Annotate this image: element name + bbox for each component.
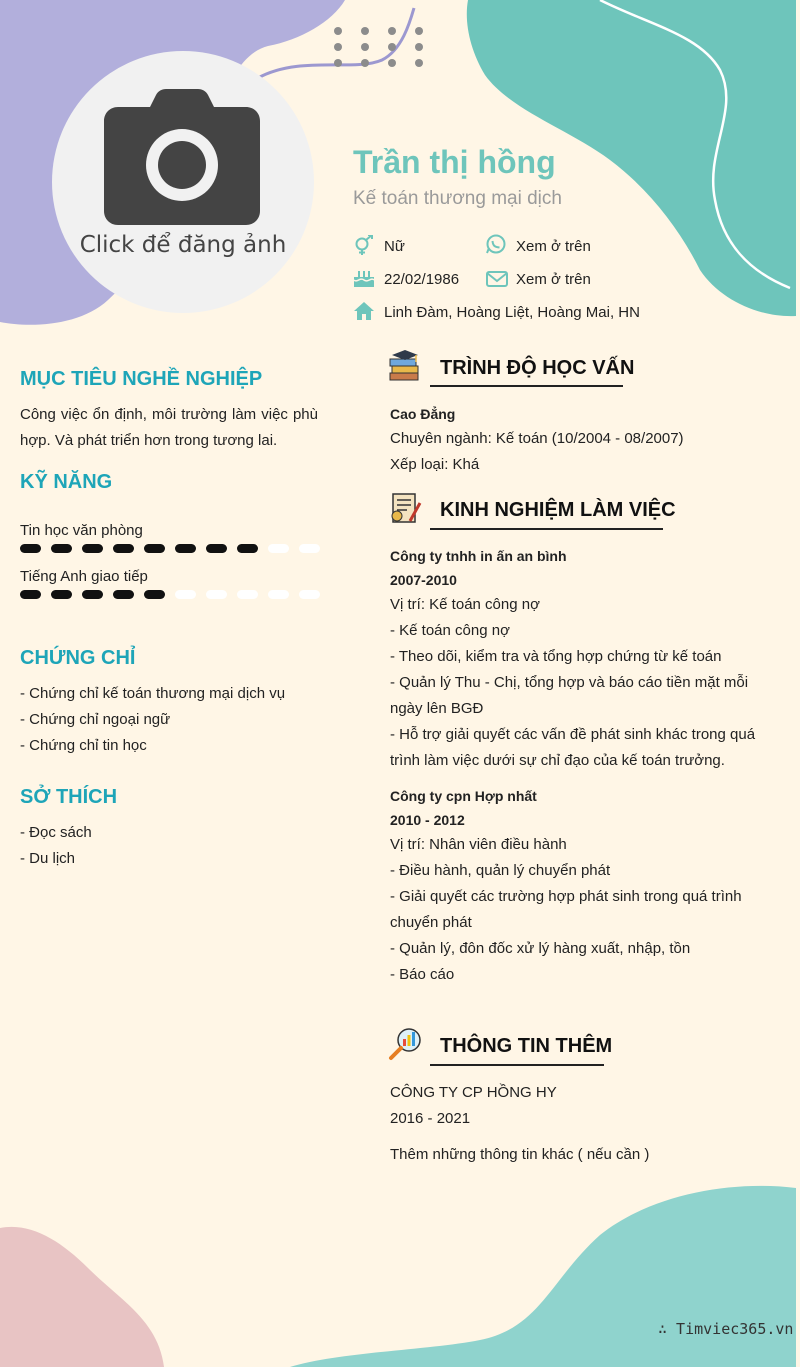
gender-icon [354,235,376,255]
footer-brand: ∴ Timviec365.vn [658,1320,794,1338]
additional-period: 2016 - 2021 [390,1110,471,1127]
birthday-value: 22/02/1986 [384,271,460,288]
job-title: Kế toán thương mại dịch [353,188,562,209]
hobby-item: - Đọc sách [20,824,92,841]
skill-dash-filled [51,544,72,553]
skill-dash-filled [175,544,196,553]
whatsapp-icon [485,234,507,254]
education-heading: TRÌNH ĐỘ HỌC VẤN [440,357,635,379]
skill-dash-filled [51,590,72,599]
experience-heading: KINH NGHIỆM LÀM VIỆC [440,499,676,521]
job-position: Vị trí: Kế toán công nợ [390,596,540,613]
job-duties: - Kế toán công nợ - Theo dõi, kiểm tra và tổng hợp chứng từ kế toán - Quản lý Thu - Chị, tổng hợp và báo cáo tiền mặt mỗi ngày lên BGĐ - Hỗ trợ giải quyết các vấn đề phát sinh khác trong quá trình làm việc dưới sự chỉ đạo của kế toán trưởng. [390,622,756,769]
phone-value: Xem ở trên [516,238,591,255]
skills-heading: KỸ NĂNG [20,471,113,493]
job-position: Vị trí: Nhân viên điều hành [390,836,567,853]
job-duties: - Điều hành, quản lý chuyển phát - Giải quyết các trường hợp phát sinh trong quá trình chuyển phát - Quản lý, đôn đốc xử lý hàng xuất, nhập, tồn - Báo cáo [390,862,742,983]
hobby-item: - Du lịch [20,850,76,867]
envelope-icon [486,269,508,289]
objective-heading: MỤC TIÊU NGHỀ NGHIỆP [20,368,263,390]
skill-dash-empty [175,590,196,599]
candidate-name: Trần thị hồng [353,144,556,180]
certificate-item: - Chứng chỉ kế toán thương mại dịch vụ [20,685,286,702]
certificate-item: - Chứng chỉ tin học [20,737,147,754]
job-company: Công ty cpn Hợp nhất [390,788,537,804]
education-school: Cao Đẳng [390,406,456,422]
objective-text: Công việc ổn định, môi trường làm việc phù hợp. Và phát triển hơn trong tương lai. [20,406,318,449]
additional-note: Thêm những thông tin khác ( nếu cần ) [390,1146,650,1163]
home-icon [353,301,375,321]
skill-name: Tin học văn phòng [20,522,143,539]
address-value: Linh Đàm, Hoàng Liệt, Hoàng Mai, HN [384,304,640,321]
skill-dash-filled [20,590,41,599]
skill-dash-filled [20,544,41,553]
photo-upload-label: Click để đăng ảnh [79,232,287,258]
teal-bottom-blob [290,1186,796,1367]
photo-upload[interactable] [52,51,314,313]
skill-dash-empty [299,590,320,599]
skill-rating [20,544,320,554]
camera-icon [104,89,260,225]
hobbies-heading: SỞ THÍCH [20,786,118,808]
skill-dash-filled [144,590,165,599]
pink-blob [0,1227,164,1367]
skill-dash-empty [237,590,258,599]
skill-rating [20,590,320,600]
job-company: Công ty tnhh in ấn an bình [390,548,567,564]
email-value: Xem ở trên [516,271,591,288]
skill-dash-filled [113,544,134,553]
heading-underline [430,385,623,387]
skill-dash-empty [299,544,320,553]
education-grade: Xếp loại: Khá [390,456,480,473]
additional-heading: THÔNG TIN THÊM [440,1035,613,1057]
skill-dash-filled [82,590,103,599]
job-period: 2007-2010 [390,572,457,588]
certificate-item: - Chứng chỉ ngoại ngữ [20,711,171,728]
birthday-cake-icon [353,268,375,288]
skill-dash-empty [268,544,289,553]
skill-dash-filled [144,544,165,553]
work-experience-icon [388,491,422,525]
books-graduation-cap-icon [388,349,422,383]
skill-dash-filled [113,590,134,599]
heading-underline [430,528,663,530]
additional-company: CÔNG TY CP HỒNG HY [390,1084,557,1101]
skill-dash-filled [82,544,103,553]
heading-underline [430,1064,604,1066]
skill-name: Tiếng Anh giao tiếp [20,568,148,585]
education-major: Chuyên ngành: Kế toán (10/2004 - 08/2007) [390,430,684,447]
gender-value: Nữ [384,238,405,255]
skill-dash-empty [206,590,227,599]
skill-dash-filled [206,544,227,553]
skill-dash-filled [237,544,258,553]
certificates-heading: CHỨNG CHỈ [20,647,136,669]
magnifier-chart-icon [388,1027,422,1061]
skill-dash-empty [268,590,289,599]
job-period: 2010 - 2012 [390,812,465,828]
